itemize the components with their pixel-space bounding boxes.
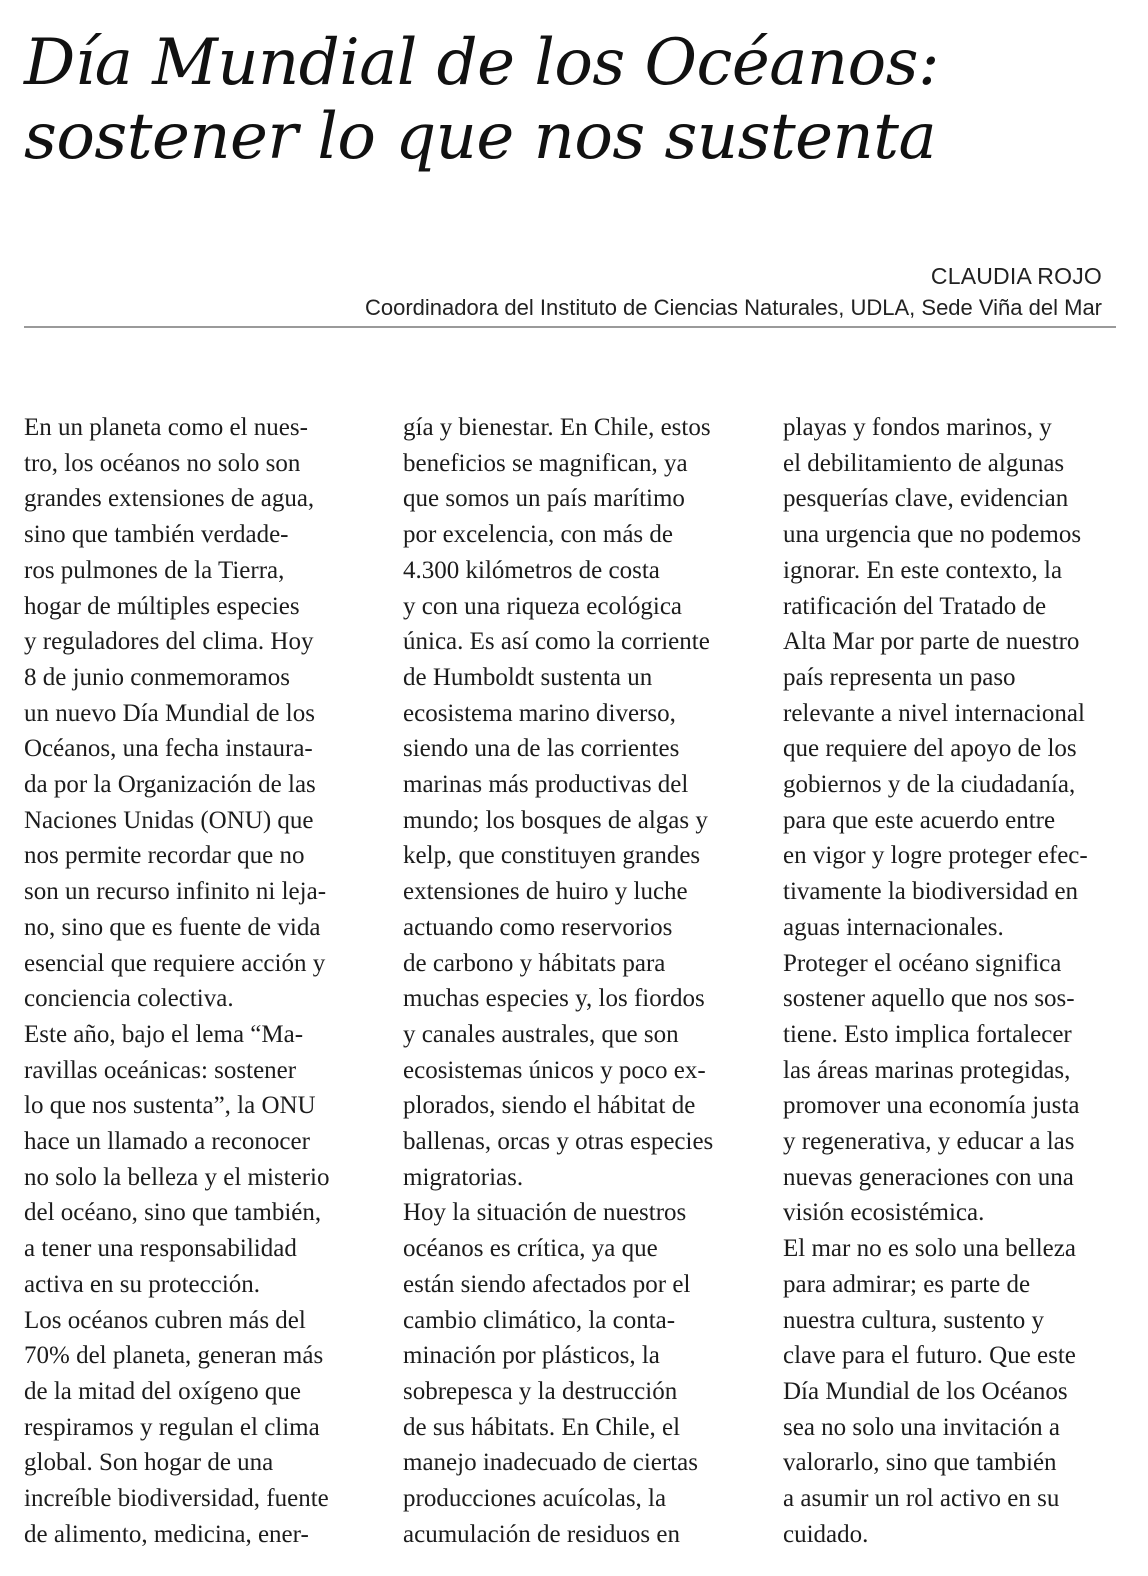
body-text-line: cambio climático, la conta- xyxy=(403,1306,676,1334)
body-text-line: producciones acuícolas, la xyxy=(403,1485,667,1513)
body-text-line: mundo; los bosques de algas y xyxy=(403,806,708,834)
body-text-line: de carbono y hábitats para xyxy=(403,949,666,977)
body-text-line: activa en su protección. xyxy=(24,1270,261,1298)
body-text-line: son un recurso infinito ni leja- xyxy=(24,878,327,906)
body-text-line: minación por plásticos, la xyxy=(403,1342,660,1370)
body-text-line: del océano, sino que también, xyxy=(24,1199,322,1227)
body-text-line: da por la Organización de las xyxy=(24,771,316,799)
body-text-line: y con una riqueza ecológica xyxy=(403,592,683,620)
body-text-line: que somos un país marítimo xyxy=(403,485,685,513)
body-text-line: Los océanos cubren más del xyxy=(24,1306,306,1334)
body-text-line: lo que nos sustenta”, la ONU xyxy=(24,1092,316,1120)
body-text-line: para admirar; es parte de xyxy=(783,1270,1031,1298)
body-text-line: de la mitad del oxígeno que xyxy=(24,1377,302,1405)
body-text-line: Hoy la situación de nuestros xyxy=(403,1199,687,1227)
body-text-line: sostener aquello que nos sos- xyxy=(783,985,1075,1013)
body-text-line: sobrepesca y la destrucción xyxy=(403,1377,678,1405)
body-text-line: 8 de junio conmemoramos xyxy=(24,663,290,691)
body-text-line: Océanos, una fecha instaura- xyxy=(24,735,313,763)
body-text-line: 70% del planeta, generan más xyxy=(24,1342,324,1370)
body-text-line: hogar de múltiples especies xyxy=(24,592,300,620)
body-text-line: ecosistema marino diverso, xyxy=(403,699,676,727)
body-text-line: extensiones de huiro y luche xyxy=(403,878,688,906)
body-text-line: kelp, que constituyen grandes xyxy=(403,842,701,870)
body-text-line: océanos es crítica, ya que xyxy=(403,1235,658,1263)
body-text-line: clave para el futuro. Que este xyxy=(783,1342,1076,1370)
body-text-line: para que este acuerdo entre xyxy=(783,806,1056,834)
body-text-line: esencial que requiere acción y xyxy=(24,949,326,977)
body-text-line: increíble biodiversidad, fuente xyxy=(24,1485,329,1513)
body-text-line: respiramos y regulan el clima xyxy=(24,1413,320,1441)
body-text-line: El mar no es solo una belleza xyxy=(783,1235,1076,1263)
body-text-line: Día Mundial de los Océanos xyxy=(783,1377,1068,1405)
body-text-line: ballenas, orcas y otras especies xyxy=(403,1128,714,1156)
body-text-line: a tener una responsabilidad xyxy=(24,1235,297,1263)
body-text-line: visión ecosistémica. xyxy=(783,1199,985,1227)
headline-line-2: sostener lo que nos sustenta xyxy=(24,100,937,174)
body-text-line: grandes extensiones de agua, xyxy=(24,485,315,513)
headline-line-1: Día Mundial de los Océanos: xyxy=(24,26,940,100)
body-text-line: el debilitamiento de algunas xyxy=(783,449,1065,477)
body-text-line: y regenerativa, y educar a las xyxy=(783,1128,1075,1156)
body-text-line: de alimento, medicina, ener- xyxy=(24,1520,309,1548)
body-text-line: acumulación de residuos en xyxy=(403,1520,680,1548)
body-text-line: tiene. Esto implica fortalecer xyxy=(783,1020,1072,1048)
author-role: Coordinadora del Instituto de Ciencias Naturales, UDLA, Sede Viña del Mar xyxy=(365,295,1102,320)
body-text-line: plorados, siendo el hábitat de xyxy=(403,1092,696,1120)
body-text-line: conciencia colectiva. xyxy=(24,985,234,1013)
body-text-line: y reguladores del clima. Hoy xyxy=(24,628,314,656)
body-text-line: relevante a nivel internacional xyxy=(783,699,1085,727)
body-text-line: Este año, bajo el lema “Ma- xyxy=(24,1020,304,1048)
body-text-line: no, sino que es fuente de vida xyxy=(24,913,321,941)
body-text-line: sino que también verdade- xyxy=(24,521,289,549)
body-text-line: 4.300 kilómetros de costa xyxy=(403,556,660,584)
body-text-line: están siendo afectados por el xyxy=(403,1270,691,1298)
body-text-line: marinas más productivas del xyxy=(403,771,689,799)
body-text-line: pesquerías clave, evidencian xyxy=(783,485,1069,513)
text-column-1 xyxy=(24,410,384,1553)
body-text-line: beneficios se magnifican, ya xyxy=(403,449,688,477)
body-text-line: que requiere del apoyo de los xyxy=(783,735,1077,763)
body-text-line: playas y fondos marinos, y xyxy=(783,414,1052,441)
body-text-line: una urgencia que no podemos xyxy=(783,521,1082,549)
body-text-line: ros pulmones de la Tierra, xyxy=(24,556,285,584)
body-text-line: única. Es así como la corriente xyxy=(403,628,710,656)
body-text-line: cuidado. xyxy=(783,1520,869,1548)
body-text-line: manejo inadecuado de ciertas xyxy=(403,1449,698,1477)
body-text-line: migratorias. xyxy=(403,1163,524,1191)
body-text-line: valorarlo, sino que también xyxy=(783,1449,1057,1477)
body-text-line: a asumir un rol activo en su xyxy=(783,1485,1060,1513)
body-text-line: muchas especies y, los fiordos xyxy=(403,985,705,1013)
text-column-2 xyxy=(403,410,763,1553)
body-text-line: En un planeta como el nues- xyxy=(24,414,308,441)
body-text-line: y canales australes, que son xyxy=(403,1020,679,1048)
body-text-line: de Humboldt sustenta un xyxy=(403,663,653,691)
body-text-line: nuevas generaciones con una xyxy=(783,1163,1074,1191)
byline xyxy=(365,260,1102,324)
body-text-line: de sus hábitats. En Chile, el xyxy=(403,1413,681,1441)
body-text-line: ratificación del Tratado de xyxy=(783,592,1047,620)
body-text-line: aguas internacionales. xyxy=(783,913,1004,941)
body-text-line: Proteger el océano significa xyxy=(783,949,1062,977)
body-text-line: ignorar. En este contexto, la xyxy=(783,556,1063,584)
body-text-line: promover una economía justa xyxy=(783,1092,1080,1120)
body-text-line: actuando como reservorios xyxy=(403,913,673,941)
body-text-line: nuestra cultura, sustento y xyxy=(783,1306,1045,1334)
body-text-line: nos permite recordar que no xyxy=(24,842,305,870)
body-text-line: por excelencia, con más de xyxy=(403,521,674,549)
body-text-line: ravillas oceánicas: sostener xyxy=(24,1056,297,1084)
byline-divider xyxy=(24,326,1116,328)
body-text-line: país representa un paso xyxy=(783,663,1016,691)
body-text-line: tro, los océanos no solo son xyxy=(24,449,301,477)
body-text-line: Alta Mar por parte de nuestro xyxy=(783,628,1080,656)
body-text-line: siendo una de las corrientes xyxy=(403,735,680,763)
body-text-line: tivamente la biodiversidad en xyxy=(783,878,1079,906)
body-text-line: en vigor y logre proteger efec- xyxy=(783,842,1088,870)
body-text-line: hace un llamado a reconocer xyxy=(24,1128,310,1156)
body-text-line: ecosistemas únicos y poco ex- xyxy=(403,1056,706,1084)
body-text-line: las áreas marinas protegidas, xyxy=(783,1056,1071,1084)
body-text-line: global. Son hogar de una xyxy=(24,1449,274,1477)
body-text-line: no solo la belleza y el misterio xyxy=(24,1163,330,1191)
article-headline xyxy=(24,26,1124,174)
body-text-line: gobiernos y de la ciudadanía, xyxy=(783,771,1076,799)
author-name: CLAUDIA ROJO xyxy=(930,263,1102,289)
body-text-line: sea no solo una invitación a xyxy=(783,1413,1061,1441)
body-text-line: Naciones Unidas (ONU) que xyxy=(24,806,314,834)
body-text-line: un nuevo Día Mundial de los xyxy=(24,699,315,727)
body-text-line: gía y bienestar. En Chile, estos xyxy=(403,414,711,441)
text-column-3 xyxy=(783,410,1143,1553)
